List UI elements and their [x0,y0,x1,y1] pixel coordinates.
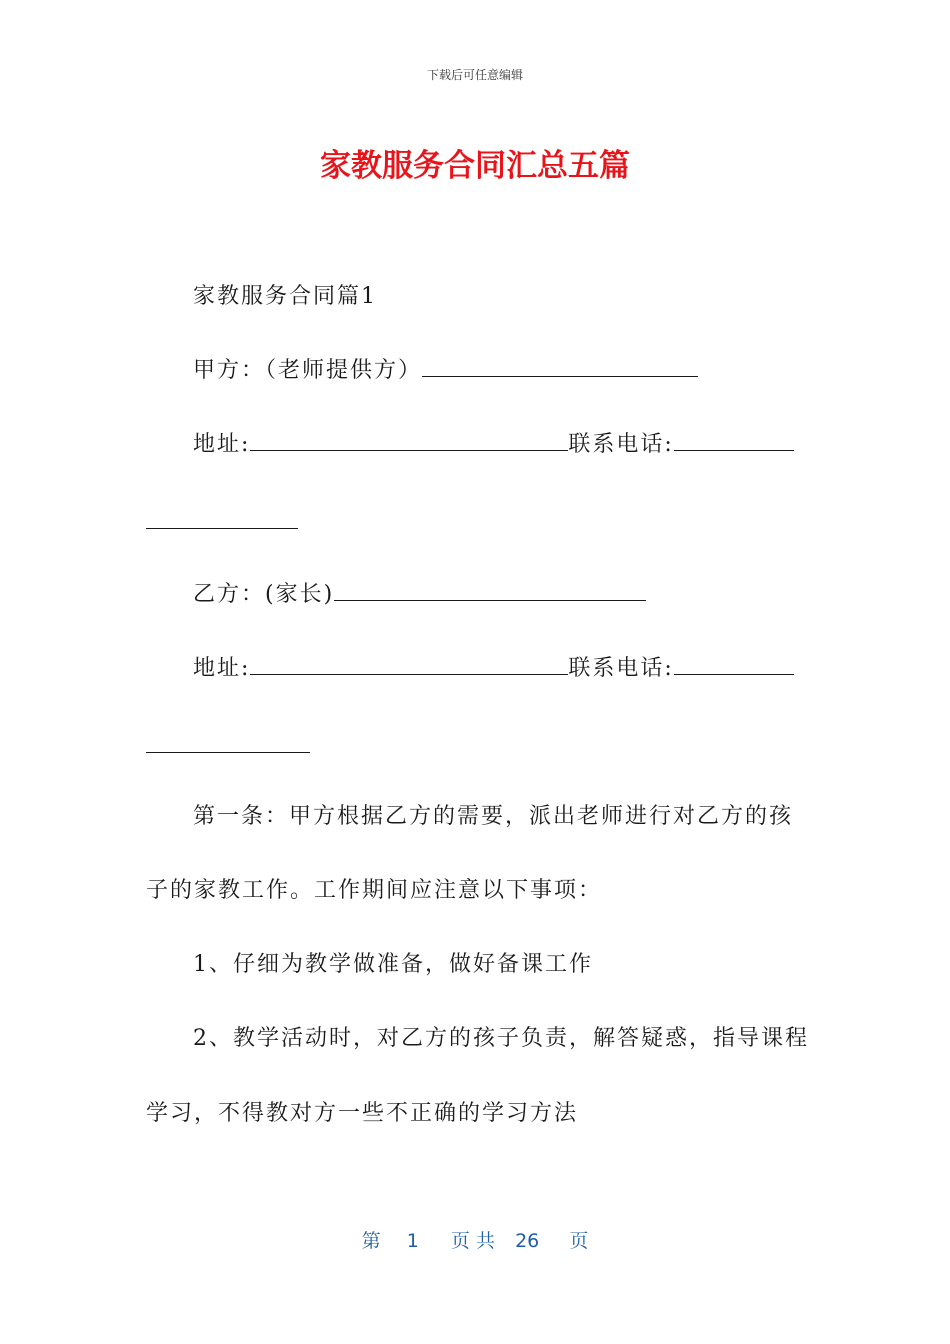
party-a-label: 甲方：（老师提供方） [193,358,423,383]
footer-page-number: 1 [406,1230,419,1252]
article1-line2: 子的家教工作。工作期间应注意以下事项： [146,878,603,903]
footer-prefix: 第 [361,1230,381,1252]
party-b-phone-blank [674,652,794,675]
party-b-label: 乙方：(家长) [193,582,335,607]
section-heading [193,282,377,312]
party-a-address-label: 地址: [193,432,251,457]
party-b-blank [334,578,646,601]
party-a-phone-blank [674,428,794,451]
document-title: 家教服务合同汇总五篇 [320,148,630,184]
party-b-address-label: 地址: [193,656,251,681]
party-b-phone-label: 联系电话: [568,656,674,681]
party-a-address-line [193,428,794,460]
party-a-line [193,354,698,386]
footer-total-pages: 26 [515,1230,540,1252]
article1-line1: 第一条：甲方根据乙方的需要，派出老师进行对乙方的孩 [193,804,794,829]
footer-middle: 页 共 [450,1230,495,1252]
item1: 1、仔细为教学做准备，做好备课工作 [193,952,593,977]
party-a-blank [422,354,698,377]
page-footer [0,1226,950,1253]
footer-suffix: 页 [569,1230,589,1252]
item2-line1: 2、教学活动时，对乙方的孩子负责，解答疑惑，指导课程 [193,1026,809,1051]
item2-line2: 学习，不得教对方一些不正确的学习方法 [146,1101,579,1126]
party-a-phone-blank-continued [146,527,298,529]
party-a-phone-label: 联系电话: [568,432,674,457]
party-b-address-blank [250,652,568,675]
party-b-phone-blank-continued [146,751,310,753]
party-b-line [193,578,646,610]
party-b-address-line [193,652,794,684]
header-note: 下载后可任意编辑 [426,68,523,82]
section-heading-text: 家教服务合同篇1 [193,284,377,309]
party-a-address-blank [250,428,568,451]
